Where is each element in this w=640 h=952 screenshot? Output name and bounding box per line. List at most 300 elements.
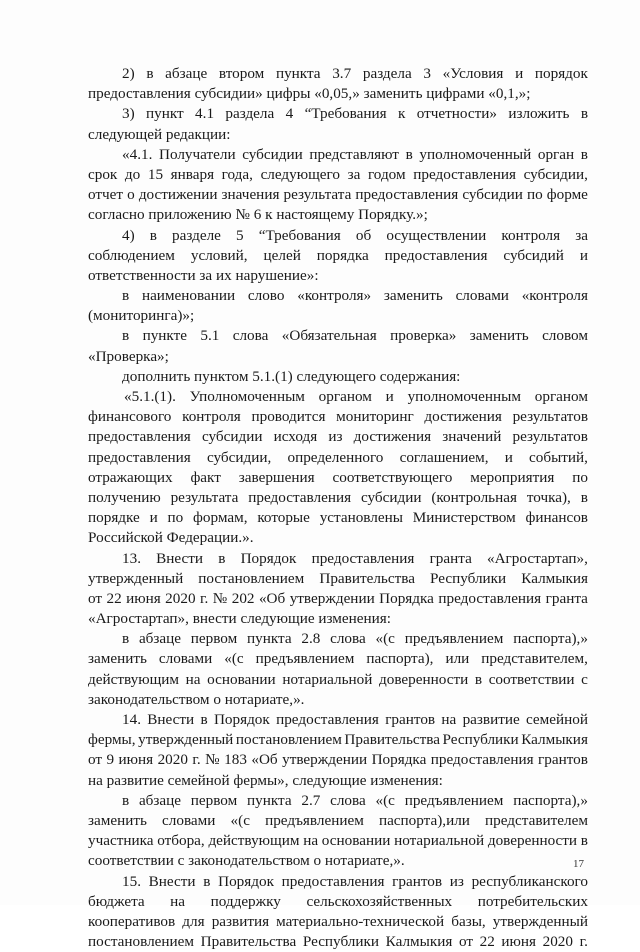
word: участника	[88, 832, 154, 850]
word: утвержденный	[492, 912, 588, 930]
word: соответствующего	[332, 468, 453, 486]
text-line	[88, 448, 588, 468]
word: от	[88, 589, 103, 607]
word: Республики	[442, 731, 519, 749]
text-line	[88, 104, 588, 124]
word: грантов	[392, 872, 443, 890]
word: в	[122, 287, 130, 305]
word: абзаце	[138, 791, 182, 809]
word: в	[122, 630, 130, 648]
word: 4)	[122, 226, 135, 244]
word: 15	[147, 165, 164, 183]
word: результата	[283, 186, 352, 204]
page-number: 17	[573, 858, 584, 870]
word: «контроля	[521, 287, 588, 305]
word: доверенности	[379, 670, 469, 688]
word: порядок	[534, 65, 588, 82]
text-line	[88, 549, 588, 569]
word: №	[235, 206, 250, 224]
word: «Об	[251, 751, 278, 769]
word: за	[575, 226, 588, 244]
word: паспорта),»	[513, 630, 588, 648]
word: мероприятия	[470, 468, 555, 486]
text-line	[88, 670, 588, 690]
word: утверждении	[289, 589, 375, 607]
word: формам,	[193, 509, 248, 527]
text-line	[88, 932, 588, 952]
word: или	[445, 650, 470, 668]
word: нотариальной	[282, 670, 373, 688]
word: наименовании	[141, 287, 236, 305]
word: предъявлением	[404, 630, 504, 648]
word: пункта	[247, 630, 292, 648]
word: значений	[442, 428, 502, 446]
word: предоставления	[311, 549, 415, 567]
text-line	[88, 84, 588, 104]
word: предоставления	[430, 751, 534, 769]
word: на	[88, 771, 103, 789]
word: развития	[211, 912, 270, 930]
word: в	[474, 670, 483, 688]
word: достижения	[424, 408, 502, 426]
word: уполномоченный	[419, 145, 532, 163]
word: Порядка	[379, 589, 434, 607]
word: с	[177, 852, 185, 870]
word: Порядку.»;	[358, 206, 428, 224]
word: субсидии	[242, 145, 303, 163]
word: Калмыкия	[521, 731, 588, 749]
text-line	[88, 326, 588, 346]
word: г.	[579, 933, 588, 951]
word: по	[526, 186, 543, 204]
word: «0,1,»;	[488, 85, 531, 103]
text-line	[88, 690, 588, 710]
word: пункта	[275, 65, 321, 82]
word: с	[581, 670, 588, 688]
word: предоставления	[355, 186, 459, 204]
text-line	[88, 912, 588, 932]
word: года,	[221, 165, 253, 183]
word: раздела	[362, 65, 412, 82]
word: слова	[330, 630, 366, 648]
word: словами	[162, 811, 216, 829]
word: в	[122, 791, 130, 809]
word: «(с	[230, 811, 250, 829]
word: пункте	[142, 327, 187, 345]
word: семейной	[167, 771, 230, 789]
word: предоставления	[384, 246, 488, 264]
word: 3)	[122, 105, 135, 123]
word: Республики	[430, 569, 507, 587]
word: постановлением	[235, 731, 342, 749]
word: республиканского	[471, 872, 588, 890]
word: «4.1.	[122, 145, 153, 163]
word: первом	[190, 791, 238, 809]
word: «Проверка»;	[88, 347, 169, 365]
word: об	[355, 226, 372, 244]
word: Калмыкия	[385, 933, 453, 951]
word: в	[200, 711, 208, 728]
word: грантов	[385, 711, 436, 728]
word: изложить	[508, 105, 570, 123]
word: раздела	[225, 105, 275, 123]
word: Правительства	[319, 569, 415, 587]
word: 9	[106, 751, 115, 769]
word: субсидии	[360, 488, 422, 506]
word: из	[328, 428, 343, 446]
word: 5.1.(1)	[252, 367, 293, 385]
word: паспорта),или	[378, 811, 470, 829]
word: настоящему	[276, 206, 355, 224]
text-line	[88, 246, 588, 266]
word: 2)	[122, 65, 135, 82]
word: в	[149, 226, 157, 244]
word: субсидии,	[523, 165, 588, 183]
word: словами	[158, 650, 213, 668]
word: заменить	[469, 327, 529, 345]
word: января	[170, 165, 215, 183]
word: 5.1	[200, 327, 220, 345]
word: Калмыкия	[521, 569, 588, 587]
word: доверенности	[487, 832, 578, 850]
text-line	[88, 387, 588, 407]
word: «0,05,»	[314, 85, 360, 103]
word: за	[199, 266, 213, 284]
word: финансов	[525, 509, 588, 527]
word: в	[580, 488, 588, 506]
word: фермы,	[88, 731, 136, 749]
word: исходя	[273, 428, 318, 446]
text-line	[88, 851, 588, 871]
word: о	[313, 852, 322, 870]
word: пункт	[146, 105, 184, 123]
word: Российской	[88, 529, 163, 547]
word: Порядок	[213, 711, 270, 728]
word: 14.	[122, 711, 141, 728]
word: потребительских	[477, 892, 588, 910]
word: в	[405, 145, 413, 163]
text-line	[88, 407, 588, 427]
word: и	[149, 509, 158, 527]
word: 22	[479, 933, 495, 951]
word: в	[203, 872, 211, 890]
word: цифрами	[426, 85, 485, 103]
word: изменения:	[318, 610, 391, 628]
word: июня	[501, 933, 536, 951]
word: «Агростартап»,	[88, 610, 189, 628]
word: предъявлением	[404, 791, 504, 809]
text-line	[88, 427, 588, 447]
word: предоставления	[248, 488, 352, 506]
word: о	[127, 186, 135, 204]
word: 6	[253, 206, 262, 224]
word: предоставления	[281, 872, 385, 890]
text-line	[88, 831, 588, 851]
word: втором	[218, 65, 265, 82]
word: в	[146, 65, 154, 82]
word: законодательством	[188, 852, 310, 870]
word: в	[122, 327, 130, 345]
word: нотариате,».	[224, 690, 305, 708]
word: 22	[106, 589, 122, 607]
word: завершения	[238, 468, 315, 486]
word: развитие	[462, 711, 520, 728]
word: определенного	[287, 448, 384, 466]
word: следующего	[260, 165, 340, 183]
word: 3	[423, 65, 431, 82]
word: г.	[200, 589, 209, 607]
word: словом	[542, 327, 588, 345]
word: сельскохозяйственных	[306, 892, 453, 910]
word: результатов	[512, 428, 588, 446]
word: предъявлением	[265, 811, 364, 829]
word: «5.1.(1).	[124, 388, 176, 405]
word: порядке	[88, 509, 140, 527]
word: 2020	[165, 589, 196, 607]
word: установлены	[319, 509, 403, 527]
word: контроля	[501, 226, 561, 244]
word: основании	[207, 670, 276, 688]
word: порядка	[316, 246, 369, 264]
word: 2.8	[301, 630, 321, 648]
word: «Обязательная	[281, 327, 377, 345]
word: Получатели	[158, 145, 236, 163]
word: абзаце	[165, 65, 208, 82]
word: которые	[257, 509, 310, 527]
word: приложению	[148, 206, 232, 224]
word: предоставления	[88, 85, 191, 103]
word: в	[580, 105, 588, 123]
word: гранта	[429, 549, 472, 567]
word: о	[213, 690, 221, 708]
word: следующие	[240, 610, 315, 628]
word: контроля	[182, 408, 241, 426]
word: достижения	[353, 428, 432, 446]
text-line	[88, 649, 588, 669]
word: изменения:	[370, 771, 443, 789]
word: условий,	[190, 246, 248, 264]
word: отчетности»	[416, 105, 497, 123]
word: Республики	[302, 933, 380, 951]
word: Внести	[148, 872, 196, 890]
text-line	[88, 125, 588, 145]
word: на	[441, 711, 457, 728]
word: Уполномоченным	[189, 388, 305, 405]
word: целей	[263, 246, 301, 264]
word: для	[182, 912, 205, 930]
word: поддержку	[210, 892, 281, 910]
word: срок	[88, 165, 118, 183]
word: следующие	[292, 771, 367, 789]
word: и	[504, 448, 513, 466]
word: Правительства	[344, 731, 440, 749]
text-line	[88, 286, 588, 306]
word: утвержденный	[138, 731, 234, 749]
word: заменить	[363, 85, 423, 103]
word: представителем,	[481, 650, 588, 668]
text-line	[88, 367, 588, 387]
word: 3.7	[332, 65, 352, 82]
word: предоставления	[413, 165, 517, 183]
word: заменить	[383, 287, 443, 305]
word: базы,	[451, 912, 486, 930]
word: №	[212, 589, 228, 607]
word: уполномоченным	[407, 388, 521, 405]
word: разделе	[172, 226, 221, 244]
word: субсидии,	[206, 448, 272, 466]
word: к	[265, 206, 273, 224]
word: действующим	[88, 670, 179, 688]
word: в	[580, 832, 588, 850]
word: форме	[546, 186, 588, 204]
word: словами	[455, 287, 509, 305]
word: Министерством	[412, 509, 516, 527]
word: субсидий	[503, 246, 564, 264]
word: предоставления	[88, 448, 191, 466]
word: результатов	[512, 408, 588, 426]
word: следующего	[296, 367, 376, 385]
word: Порядок	[218, 872, 274, 890]
word: от	[88, 751, 103, 769]
word: представителем	[485, 811, 588, 829]
word: отчет	[88, 186, 124, 204]
word: по	[572, 468, 588, 486]
word: субсидии	[201, 428, 263, 446]
word: мониторинг	[336, 408, 414, 426]
word: за	[347, 165, 361, 183]
word: г.	[192, 751, 201, 769]
text-line	[88, 730, 588, 750]
text-line	[88, 205, 588, 225]
text-line	[88, 589, 588, 609]
text-line	[88, 226, 588, 246]
text-line	[88, 266, 588, 286]
word: 4.1	[195, 105, 215, 123]
word: 183	[224, 751, 247, 769]
word: паспорта),»	[513, 791, 588, 809]
word: до	[124, 165, 141, 183]
word: (контрольная	[431, 488, 517, 506]
word: на	[185, 670, 201, 688]
word: действующим	[208, 832, 300, 850]
word: орган	[537, 145, 575, 163]
word: органом	[534, 388, 588, 405]
word: значения	[221, 186, 280, 204]
word: в	[218, 549, 226, 567]
word: 2.7	[301, 791, 321, 809]
text-line	[88, 468, 588, 488]
word: соглашением,	[399, 448, 489, 466]
word: 2020	[542, 933, 573, 951]
word: утверждении	[282, 751, 368, 769]
word: семейной	[526, 711, 588, 728]
text-line	[88, 791, 588, 811]
word: развитие	[106, 771, 164, 789]
word: дополнить	[122, 367, 191, 385]
word: «(с	[375, 630, 395, 648]
word: ответственности	[88, 266, 196, 284]
word: содержания:	[379, 367, 461, 385]
word: Порядка	[371, 751, 427, 769]
word: 15.	[122, 872, 141, 890]
word: предъявлением	[255, 650, 355, 668]
word: слово	[247, 287, 285, 305]
word: заменить	[88, 811, 147, 829]
word: нарушение»:	[235, 266, 319, 284]
word: на	[303, 832, 319, 850]
word: предоставления	[276, 711, 379, 728]
word: по	[167, 509, 184, 527]
word: «контроля»	[297, 287, 372, 305]
word: к	[397, 105, 406, 123]
text-line	[88, 771, 588, 791]
word: постановлением	[198, 569, 305, 587]
word: “Требования	[258, 226, 341, 244]
word: бюджета	[88, 892, 145, 910]
word: субсидии	[462, 186, 523, 204]
word: из	[449, 872, 464, 890]
text-line	[88, 185, 588, 205]
word: внести	[192, 610, 237, 628]
word: паспорта),	[366, 650, 434, 668]
word: основании	[321, 832, 391, 850]
word: заменить	[88, 650, 147, 668]
word: №	[205, 751, 220, 769]
word: первом	[190, 630, 238, 648]
word: результата	[170, 488, 239, 506]
word: согласно	[88, 206, 145, 224]
word: июня	[118, 751, 154, 769]
word: Правительства	[200, 933, 297, 951]
word: «Агростартап»,	[487, 549, 588, 567]
text-line	[88, 528, 588, 548]
word: нотариальной	[394, 832, 485, 850]
text-line	[88, 165, 588, 185]
word: гранта	[545, 589, 588, 607]
word: Внести	[156, 549, 204, 567]
text-line	[88, 750, 588, 770]
word: «Условия	[442, 65, 504, 82]
text-line	[88, 710, 588, 730]
word: 2020	[157, 751, 188, 769]
word: достижении	[138, 186, 218, 204]
text-line	[88, 892, 588, 912]
text-line	[88, 811, 588, 831]
word: представляют	[309, 145, 399, 163]
word: финансового	[88, 408, 172, 426]
word: годом	[367, 165, 406, 183]
word: «(с	[375, 791, 395, 809]
word: осуществлении	[386, 226, 487, 244]
word: Федерации.».	[166, 529, 254, 547]
word: “Требования	[304, 105, 387, 123]
word: нотариате,».	[324, 852, 405, 870]
text-line	[88, 488, 588, 508]
word: и	[515, 65, 524, 82]
word: предоставления	[88, 428, 191, 446]
word: пунктом	[194, 367, 249, 385]
text-line	[88, 64, 588, 84]
word: точка),	[526, 488, 571, 506]
word: 13.	[122, 549, 141, 567]
word: грантов	[538, 751, 588, 769]
word: редакции:	[165, 125, 231, 143]
document-body	[88, 64, 588, 952]
word: проверка»	[390, 327, 457, 345]
word: кооперативов	[88, 912, 176, 930]
word: цифры	[266, 85, 311, 103]
text-line	[88, 347, 588, 367]
